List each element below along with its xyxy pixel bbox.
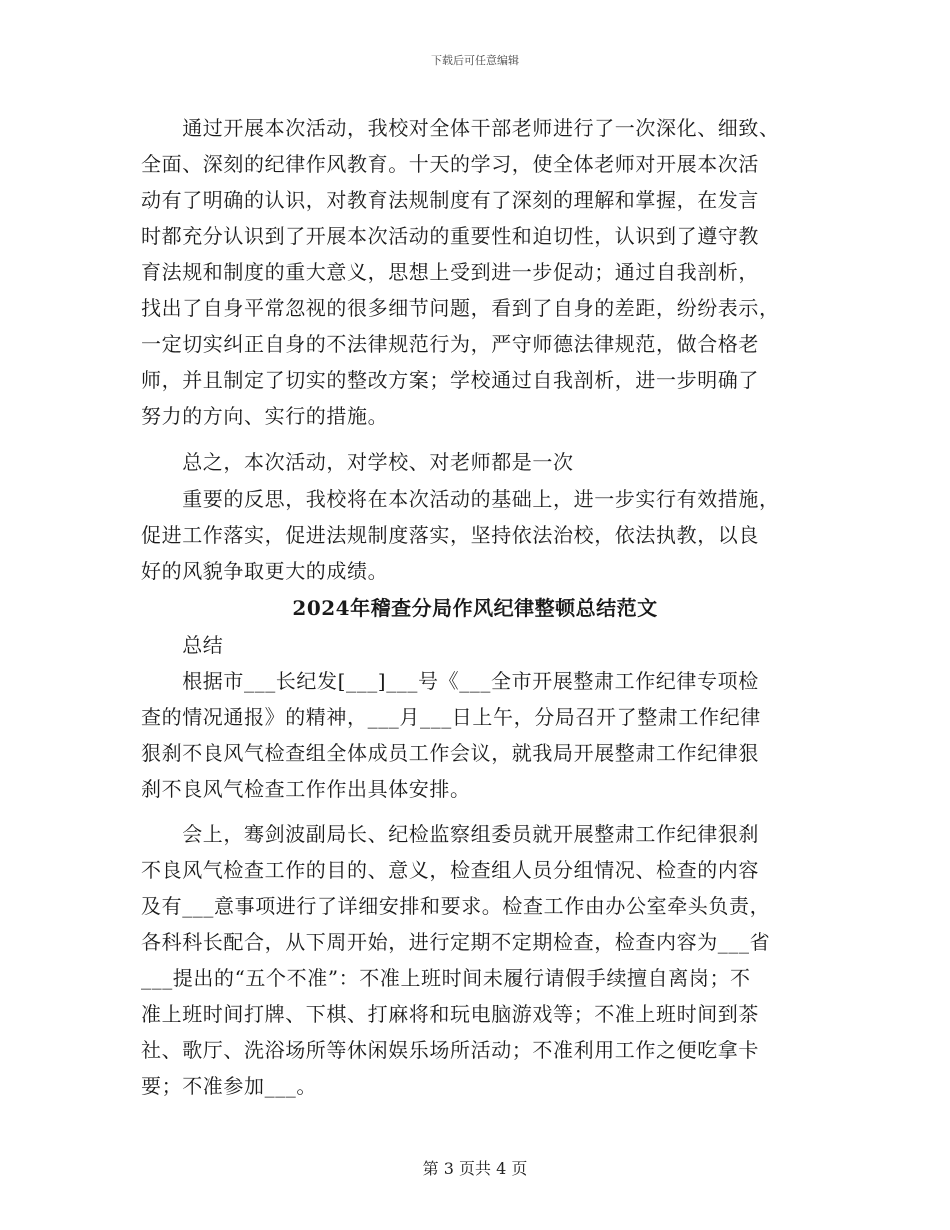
paragraph-line: 促进工作落实，促进法规制度落实，坚持依法治校，依法执教，以良 [141,523,759,547]
page-footer: 第 3 页共 4 页 [422,1159,528,1178]
paragraph-line: 好的风貌争取更大的成绩。 [141,559,389,583]
section-title: 2024年稽查分局作风纪律整顿总结范文 [292,596,658,620]
paragraph-line: 及有___意事项进行了详细安排和要求。检查工作由办公室牵头负责， [141,894,771,918]
paragraph-line: 一定切实纠正自身的不法律规范行为，严守师德法律规范，做合格老 [141,332,759,356]
paragraph-line: 找出了自身平常忽视的很多细节问题，看到了自身的差距，纷纷表示， [141,296,780,320]
paragraph-line: 要；不准参加___。 [141,1074,317,1098]
paragraph-line: 重要的反思，我校将在本次活动的基础上，进一步实行有效措施， [141,487,780,511]
paragraph-line: 全面、深刻的纪律作风教育。十天的学习，使全体老师对开展本次活 [141,152,759,176]
paragraph-line: 通过开展本次活动，我校对全体干部老师进行了一次深化、细致、 [141,116,780,140]
paragraph-line: 师，并且制定了切实的整改方案；学校通过自我剖析，进一步明确了 [141,368,759,392]
paragraph-line: 会上，骞剑波副局长、纪检监察组委员就开展整肃工作纪律狠刹 [141,822,759,846]
paragraph-line: 不良风气检查工作的目的、意义，检查组人员分组情况、检查的内容 [141,858,759,882]
paragraph-line: ___提出的“五个不准”：不准上班时间未履行请假手续擅自离岗；不 [141,966,751,990]
paragraph-line: 努力的方向、实行的措施。 [141,404,389,428]
paragraph-line: 社、歌厅、洗浴场所等休闲娱乐场所活动；不准利用工作之便吃拿卡 [141,1038,759,1062]
paragraph-line: 总之，本次活动，对学校、对老师都是一次 [141,450,574,474]
paragraph-line: 育法规和制度的重大意义，思想上受到进一步促动；通过自我剖析， [141,260,759,284]
paragraph-line: 各科科长配合，从下周开始，进行定期不定期检查，检查内容为___省 [141,930,771,954]
section-subtitle: 总结 [141,633,224,657]
paragraph-line: 查的情况通报》的精神，___月___日上午，分局召开了整肃工作纪律 [141,705,761,729]
page-header: 下载后可任意编辑 [431,54,519,67]
paragraph-line: 根据市___长纪发[___]___号《___全市开展整肃工作纪律专项检 [141,669,759,693]
paragraph-line: 时都充分认识到了开展本次活动的重要性和迫切性，认识到了遵守教 [141,224,759,248]
paragraph-line: 狠刹不良风气检查组全体成员工作会议，就我局开展整肃工作纪律狠 [141,741,759,765]
paragraph-line: 准上班时间打牌、下棋、打麻将和玩电脑游戏等；不准上班时间到茶 [141,1002,759,1026]
paragraph-line: 刹不良风气检查工作作出具体安排。 [141,777,471,801]
paragraph-line: 动有了明确的认识，对教育法规制度有了深刻的理解和掌握，在发言 [141,188,759,212]
